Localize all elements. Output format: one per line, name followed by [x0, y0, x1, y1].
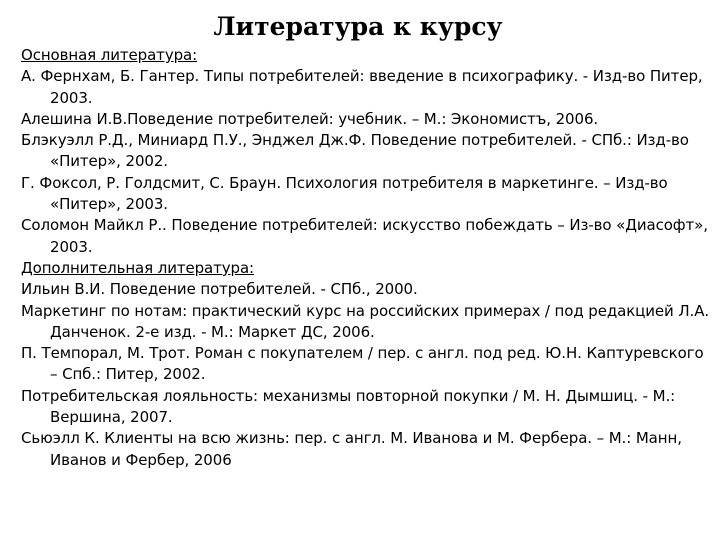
slide-title-text: Литература к курсу	[213, 12, 503, 41]
extra-entry-4: Потребительская лояльность: механизмы повторной покупки / М. Н. Дымшиц. - М.: Вершина, 2007.	[21, 386, 676, 427]
main-entry-5: Соломон Майкл Р.. Поведение потребителей: искусство побеждать – Из-во «Диасофт», 2003.	[21, 216, 708, 256]
main-entry-4: Г. Фоксол, Р. Голдсмит, С. Браун. Психология потребителя в маркетинге. – Изд-во «Питер», 2003.	[21, 173, 668, 214]
extra-entry-1: Ильин В.И. Поведение потребителей. - СПб., 2000.	[21, 280, 418, 299]
extra-entry-2: Маркетинг по нотам: практический курс на российских примерах / под редакцией Л.А. Данченок. 2-е изд. - М.: Маркет ДС, 2006.	[21, 301, 710, 341]
extra-literature-heading: Дополнительная литература:	[21, 258, 255, 277]
slide-title	[0, 10, 720, 44]
main-entry-2: Алешина И.В.Поведение потребителей: учебник. – М.: Экономистъ, 2006.	[21, 109, 599, 128]
bibliography	[21, 45, 711, 471]
extra-entry-3: П. Темпорал, М. Трот. Роман с покупателем / пер. с англ. под ред. Ю.Н. Каптуревского – Спб.: Питер, 2002.	[21, 344, 704, 384]
main-literature-heading: Основная литература:	[21, 46, 198, 64]
main-entry-1: А. Фернхам, Б. Гантер. Типы потребителей: введение в психографику. - Изд-во Питер, 2003.	[21, 67, 703, 107]
extra-entry-5: Сьюэлл К. Клиенты на всю жизнь: пер. с англ. М. Иванова и М. Фербера. – М.: Манн, Иванов и Фербер, 2006	[21, 429, 682, 469]
main-entry-3: Блэкуэлл Р.Д., Миниард П.У., Энджел Дж.Ф. Поведение потребителей. - СПб.: Изд-во «Питер», 2002.	[21, 131, 689, 171]
